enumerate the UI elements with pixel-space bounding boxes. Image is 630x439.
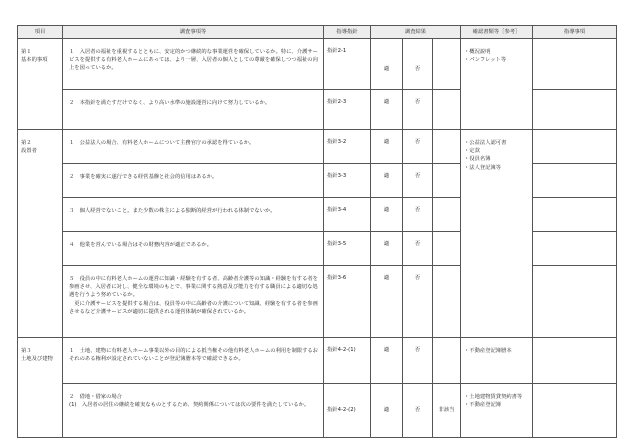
guideline-ref: 指針3-5 xyxy=(324,232,371,266)
mark-na-empty[interactable] xyxy=(433,338,461,384)
check-item: ２ 事業を確実に遂行できる経営基盤と社会的信用はあるか。 xyxy=(63,164,324,198)
table-row xyxy=(18,338,617,384)
confirm-docs: ・土地建物賃貸契約書等 ・不動産登記簿 xyxy=(461,384,533,438)
mark-no[interactable]: 否 xyxy=(403,266,433,338)
check-item: １ 土地、建物に有料老人ホーム事業以外の目的による抵当権その他有料老人ホームの利用を制限するおそれのある権利が設定されていないことが登記簿謄本等で確認できるか。 xyxy=(63,338,324,384)
mark-na-empty[interactable] xyxy=(433,39,461,90)
mark-yes[interactable]: 適 xyxy=(371,39,403,90)
table-row xyxy=(18,384,617,438)
mark-yes[interactable]: 適 xyxy=(371,198,403,232)
check-item: ４ 他業を営んでいる場合はその財務内容が適正であるか。 xyxy=(63,232,324,266)
notes-cell[interactable] xyxy=(533,130,617,164)
confirm-docs: ・公益法人認可書 ・定款 ・役員名簿 ・法人登記簿等 xyxy=(461,130,533,338)
mark-yes[interactable]: 適 xyxy=(371,232,403,266)
guideline-ref: 指針4-2-(2) xyxy=(324,384,371,438)
mark-yes[interactable]: 適 xyxy=(371,164,403,198)
mark-no[interactable]: 否 xyxy=(403,384,433,438)
mark-na-empty[interactable] xyxy=(433,130,461,164)
notes-cell[interactable] xyxy=(533,164,617,198)
check-item: １ 入居者の福祉を重視するとともに、安定的かつ継続的な事業運営を確保しているか。特に、介護サービスを提供する有料老人ホームにあっては、より一層、入居者の個人としての尊厳を確保しつつ福祉の向上を図っているか。 xyxy=(63,39,324,90)
check-item: ２ 借地・借家の場合 (1) 入居者の居住の継続を確実なものとするため、契約関係については次の要件を満たしているか。 xyxy=(63,384,324,438)
header-guideline: 指導指針 xyxy=(324,26,371,39)
section-label: 第３ 土地及び建物 xyxy=(18,338,63,438)
inspection-checklist xyxy=(17,25,616,438)
confirm-docs: ・概況説明 ・パンフレット等 xyxy=(461,39,533,130)
guideline-ref: 指針3-2 xyxy=(324,130,371,164)
mark-yes[interactable]: 適 xyxy=(371,266,403,338)
section-label: 第１ 基本的事項 xyxy=(18,39,63,130)
header-docs: 確認書類等［参考］ xyxy=(461,26,533,39)
guideline-ref: 指針3-3 xyxy=(324,164,371,198)
check-item: １ 公益法人の場合、有料老人ホームについて主務官庁の承認を得ているか。 xyxy=(63,130,324,164)
header-item: 項目 xyxy=(18,26,63,39)
section-label: 第２ 設置者 xyxy=(18,130,63,338)
check-item: ３ 個人経営でないこと。また少数の株主による独断的経営が行われる体制でないか。 xyxy=(63,198,324,232)
notes-cell[interactable] xyxy=(533,39,617,90)
mark-no[interactable]: 否 xyxy=(403,338,433,384)
guideline-ref: 指針3-4 xyxy=(324,198,371,232)
mark-no[interactable]: 否 xyxy=(403,130,433,164)
table-row xyxy=(18,130,617,164)
header-row xyxy=(18,26,617,39)
guideline-ref: 指針2-3 xyxy=(324,90,371,130)
table-row xyxy=(18,39,617,90)
notes-cell[interactable] xyxy=(533,266,617,338)
header-content: 調査事項等 xyxy=(63,26,324,39)
mark-no[interactable]: 否 xyxy=(403,232,433,266)
mark-no[interactable]: 否 xyxy=(403,164,433,198)
mark-na[interactable]: 非該当 xyxy=(433,384,461,438)
mark-yes[interactable]: 適 xyxy=(371,90,403,130)
mark-na-empty[interactable] xyxy=(433,90,461,130)
mark-no[interactable]: 否 xyxy=(403,198,433,232)
notes-cell[interactable] xyxy=(533,198,617,232)
header-notes: 指導事項 xyxy=(533,26,617,39)
check-item: ５ 役員の中に有料老人ホームの運営に知識・経験を有する者、高齢者介護等の知識・経験を有する者を参画させ、入居者に対し、健全な環境のもとで、事業に関する熱意及び能力を有する職員による適切な処遇を行うよう努めているか。 更に介護サービスを提供する場合は、役員等の中に高齢者の介護について知識、経験を有する者を参画させるなど介護サービスが適切に提供される運営体制が確保されているか。 xyxy=(63,266,324,338)
mark-na-empty[interactable] xyxy=(433,232,461,266)
checklist-table xyxy=(17,25,617,438)
check-item: ２ 本指針を満たすだけでなく、より高い水準の施設運営に向けて努力しているか。 xyxy=(63,90,324,130)
guideline-ref: 指針3-6 xyxy=(324,266,371,338)
mark-na-empty[interactable] xyxy=(433,266,461,338)
guideline-ref: 指針4-2-(1) xyxy=(324,338,371,384)
header-result: 調査結果 xyxy=(371,26,461,39)
mark-yes[interactable]: 適 xyxy=(371,130,403,164)
mark-yes[interactable]: 適 xyxy=(371,384,403,438)
mark-no[interactable]: 否 xyxy=(403,90,433,130)
mark-na-empty[interactable] xyxy=(433,164,461,198)
notes-cell[interactable] xyxy=(533,338,617,384)
mark-yes[interactable]: 適 xyxy=(371,338,403,384)
mark-no[interactable]: 否 xyxy=(403,39,433,90)
guideline-ref: 指針2-1 xyxy=(324,39,371,90)
notes-cell[interactable] xyxy=(533,232,617,266)
mark-na-empty[interactable] xyxy=(433,198,461,232)
confirm-docs: ・不動産登記簿謄本 xyxy=(461,338,533,384)
notes-cell[interactable] xyxy=(533,384,617,438)
notes-cell[interactable] xyxy=(533,90,617,130)
